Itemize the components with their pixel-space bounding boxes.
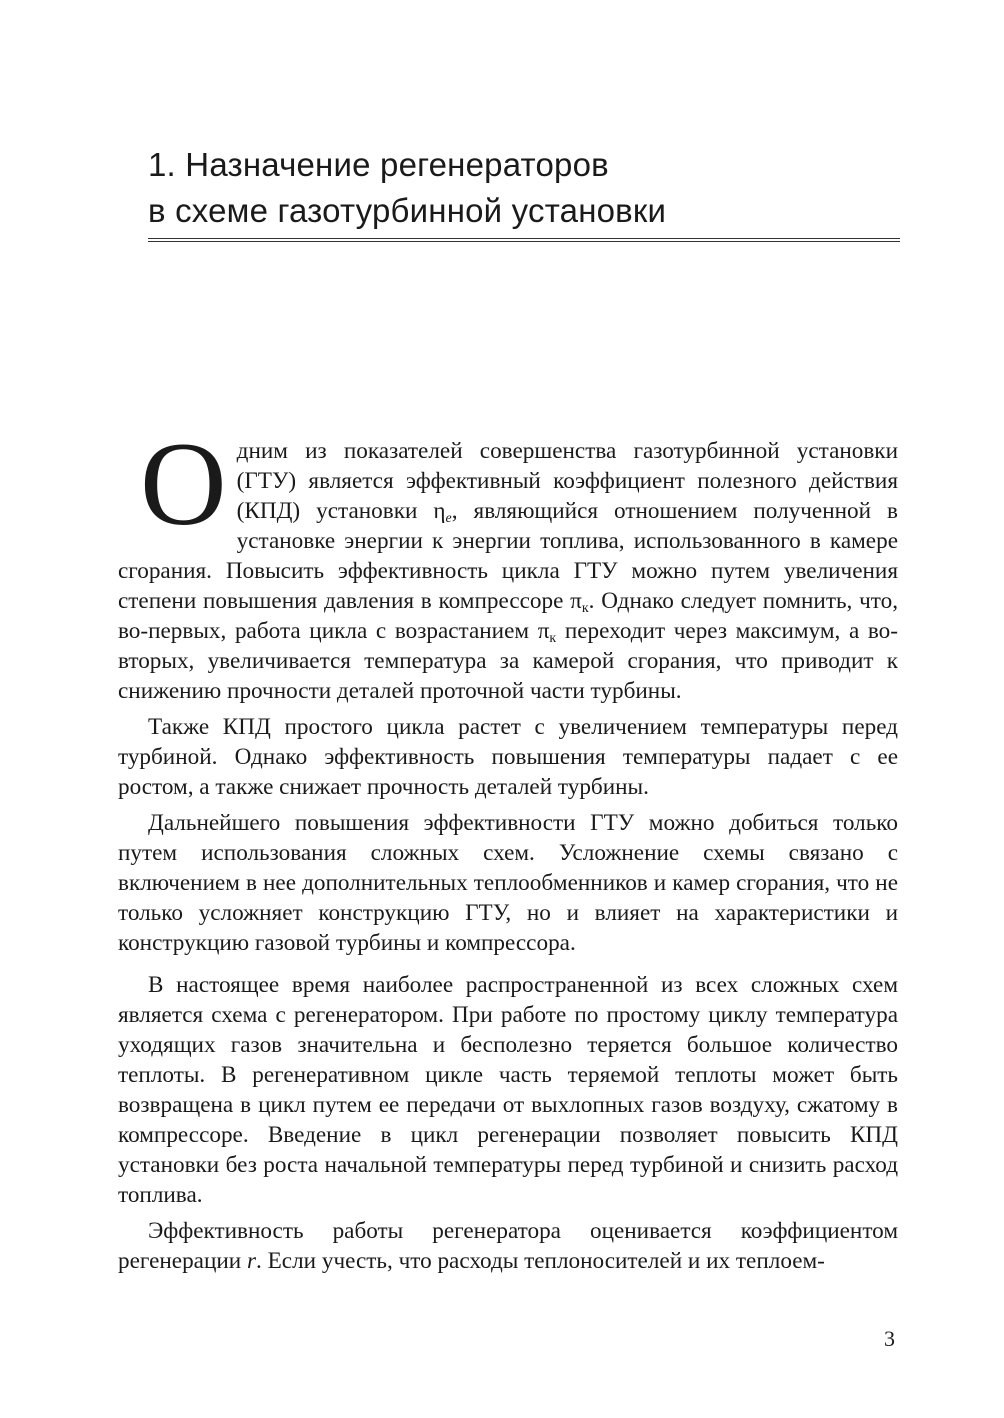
paragraph-2: Также КПД простого цикла растет с увеличением температуры перед турбиной. Однако эффективность повышения температуры падает с ее ростом, а также снижает прочность деталей турбины. [118, 714, 898, 800]
heading-double-rule [148, 238, 900, 242]
paragraph-5-text-a: Эффективность работы регенератора оценивается коэффициентом регенерации [118, 1218, 898, 1274]
pi-k-symbol: $\pi_к$ [537, 618, 557, 647]
eta-e-symbol: $\eta_e$ [433, 498, 452, 527]
drop-cap: О [140, 417, 227, 550]
paragraph-1-text-a: дним из показателей совершенства газотурбинной установки (ГТУ) является эффективный коэффициент полезного действия (КПД) установки [236, 438, 898, 524]
chapter-title-line-2: в схеме газотурбинной установки [148, 192, 667, 229]
page-number: 3 [884, 1326, 895, 1351]
paragraph-1-text-d: переходит через максимум, а во-вторых, увеличивается температура за камерой сгорания, что приводит к снижению прочности деталей проточной части турбины. [118, 618, 898, 704]
pi-k-symbol: $\pi_к$ [570, 588, 589, 617]
paragraph-4: В настоящее время наиболее распространенной из всех сложных схем является схема с регенератором. При работе по простому циклу температура уходящих газов значительна и бесполезно теряется большое количество теплоты. В регенеративном цикле часть теряемой теплоты может быть возвращена в цикл путем ее передачи от выхлопных газов воздуху, сжатому в компрессоре. Введение в цикл регенерации позволяет повысить КПД установки без роста начальной температуры перед турбиной и снизить расход топлива. [118, 972, 898, 1208]
paragraph-1 [118, 417, 898, 706]
r-symbol: r [247, 1248, 257, 1274]
paragraph-1-text-c: . Однако следует помнить, что, во-первых, работа цикла с возрастанием [118, 588, 898, 644]
chapter-title-line-1: 1. Назначение регенераторов [148, 146, 609, 183]
body-text [118, 417, 898, 1276]
paragraph-3: Дальнейшего повышения эффективности ГТУ можно добиться только путем использования сложных схем. Усложнение схемы связано с включением в нее дополнительных теплообменников и камер сгорания, что не только усложняет конструкцию ГТУ, но и влияет на характеристики и конструкцию газовой турбины и компрессора. [118, 810, 898, 956]
chapter-title [148, 142, 900, 234]
paragraph-1-text-b: , являющийся отношением полученной в установке энергии к энергии топлива, использованного в камере сгорания. Повысить эффективность цикла ГТУ можно путем увеличения степени повышения давления в компрессоре [118, 498, 898, 614]
paragraph-5 [118, 1216, 898, 1276]
paragraph-5-text-b: . Если учесть, что расходы теплоносителей и их теплоем- [256, 1248, 825, 1274]
